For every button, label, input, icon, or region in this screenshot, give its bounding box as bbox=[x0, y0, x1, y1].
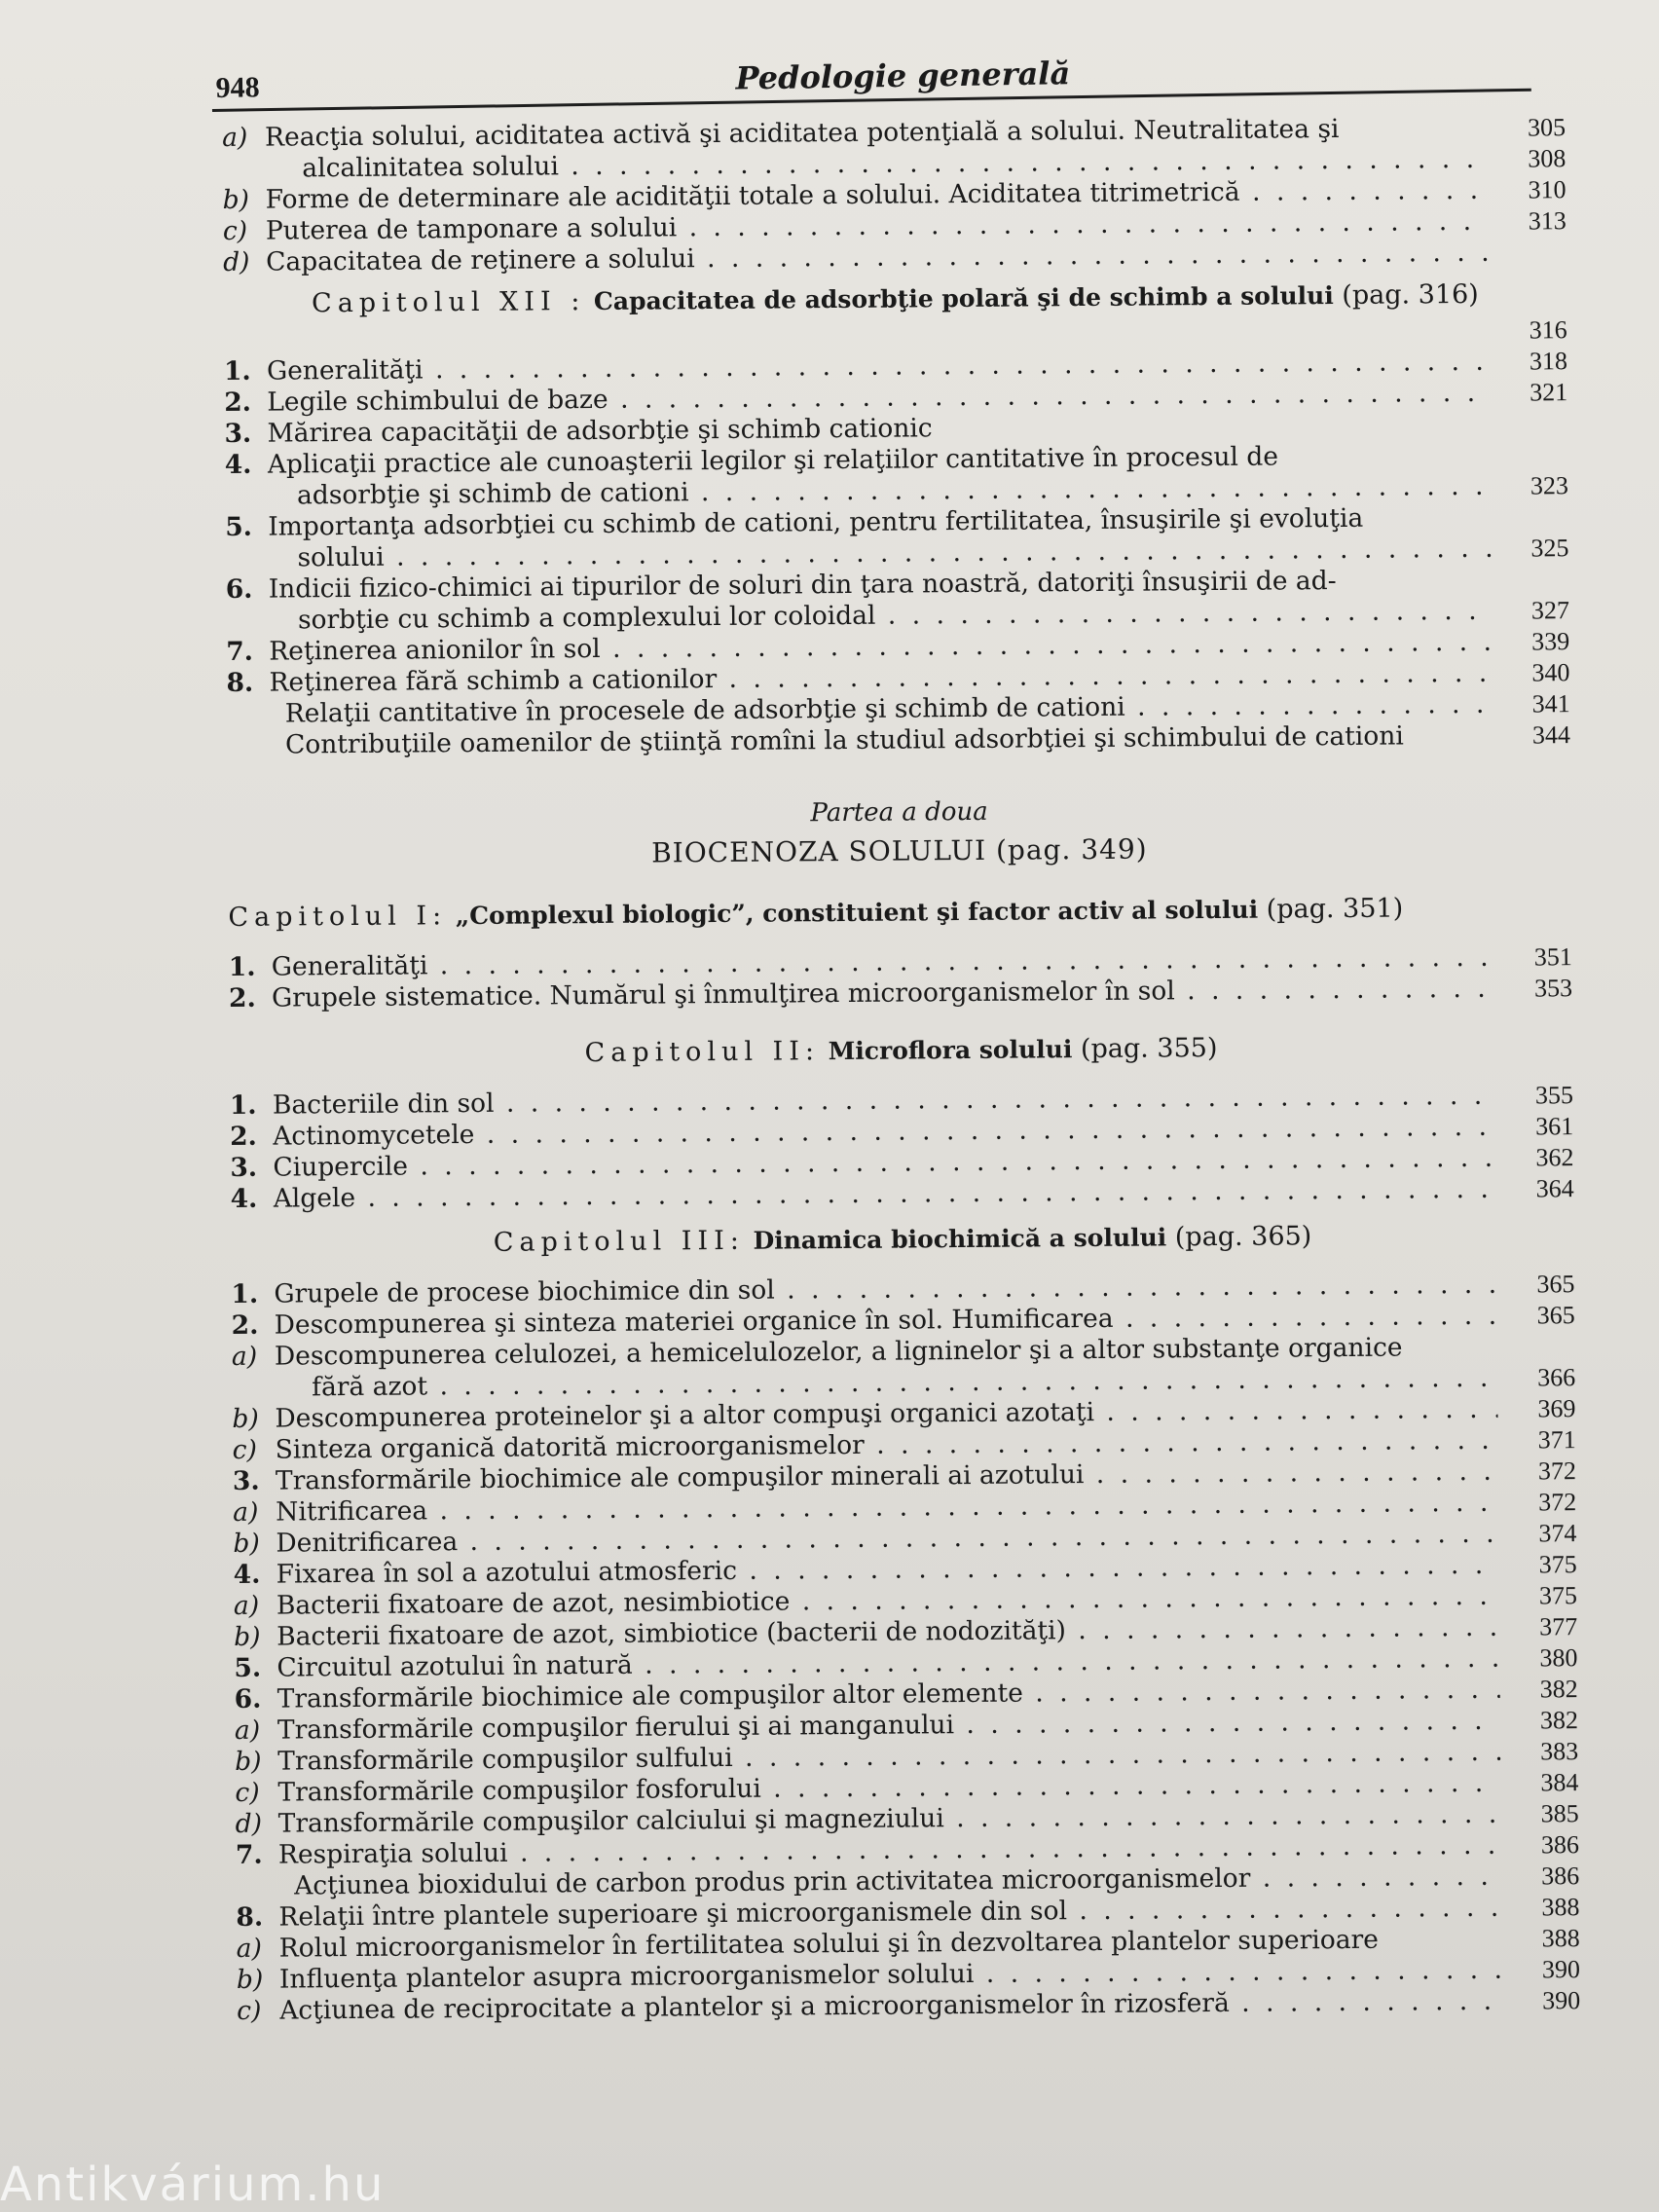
toc-entry-page: 316 bbox=[1529, 315, 1567, 345]
chapter-page-ref: (pag. 365) bbox=[1174, 1221, 1312, 1253]
toc-entry-title: Reţinerea anionilor în sol . . . bbox=[269, 627, 1492, 668]
toc-entry-page: 364 bbox=[1535, 1174, 1574, 1203]
toc-entry-number: 7. bbox=[226, 636, 254, 667]
toc-block-ch3 bbox=[231, 1269, 1580, 2027]
toc-entry-page: 388 bbox=[1541, 1924, 1580, 1953]
toc-entry-number: c) bbox=[232, 1434, 258, 1465]
toc-entry-page: 371 bbox=[1537, 1425, 1576, 1455]
toc-block-ch2 bbox=[230, 1080, 1574, 1215]
toc-entry-title: Relaţii cantitative în procesele de adsorbţie şi schimb de cationi . . . bbox=[270, 689, 1493, 730]
toc-entry-page bbox=[1497, 1354, 1575, 1355]
toc-entry-page: 382 bbox=[1539, 1675, 1578, 1704]
toc-entry-page bbox=[1491, 431, 1568, 432]
toc-entry-page: 390 bbox=[1542, 1986, 1581, 2015]
toc-entry-number: b) bbox=[236, 1964, 264, 1995]
toc-entry-number: a) bbox=[231, 1341, 258, 1372]
toc-entry-page: 340 bbox=[1531, 658, 1570, 687]
toc-entry-title: Respiraţia solului . . . bbox=[278, 1830, 1501, 1871]
toc-entry-page: 305 bbox=[1527, 113, 1567, 142]
toc-entry-number: 6. bbox=[225, 573, 253, 605]
toc-entry-number: 1. bbox=[223, 355, 251, 387]
toc-entry-number: 1. bbox=[229, 1089, 257, 1121]
toc-entry-page bbox=[1492, 587, 1569, 588]
table-of-contents bbox=[222, 112, 1580, 2027]
toc-entry-page: 375 bbox=[1538, 1581, 1578, 1610]
chapter-page-ref: (pag. 316) bbox=[1342, 278, 1479, 311]
toc-entry-number: b) bbox=[233, 1528, 260, 1559]
toc-entry-title: Bacterii fixatoare de azot, nesimbiotice . . . bbox=[276, 1581, 1499, 1622]
toc-entry-title: Descompunerea şi sinteza materiei organice în sol. Humificarea . . . bbox=[275, 1301, 1497, 1342]
toc-entry-number: 4. bbox=[233, 1559, 261, 1590]
toc-entry-number: 1. bbox=[231, 1278, 259, 1309]
toc-entry-title: Importanţa adsorbţiei cu schimb de cationi, pentru fertilitatea, însuşirile şi evoluţia bbox=[268, 502, 1364, 542]
toc-entry-page: 353 bbox=[1533, 974, 1573, 1003]
toc-entry-title: Transformările compuşilor fierului şi ai manganului . . . bbox=[277, 1706, 1500, 1747]
toc-entry-title: Capacitatea de reţinere a solului . . . bbox=[266, 238, 1489, 278]
toc-entry-page: 377 bbox=[1539, 1612, 1578, 1641]
toc-entry-title: Reţinerea fără schimb a cationilor . . . bbox=[269, 658, 1492, 699]
toc-entry-number: b) bbox=[222, 184, 250, 215]
toc-entry-title: Bacterii fixatoare de azot, simbiotice (bacterii de nodozităţi) . . . bbox=[276, 1612, 1499, 1653]
chapter-label: Capitolul III: bbox=[493, 1225, 746, 1258]
chapter-title: Capacitatea de adsorbţie polară şi de schimb a solului bbox=[593, 281, 1334, 316]
toc-entry-title: Grupele sistematice. Numărul şi înmulţirea microorganismelor în sol . . . bbox=[272, 974, 1494, 1014]
toc-entry-number: 3. bbox=[230, 1152, 258, 1183]
toc-entry-number: a) bbox=[233, 1496, 259, 1528]
toc-entry-title: Generalităţi . . . bbox=[267, 347, 1490, 387]
toc-entry-title: Fixarea în sol a azotului atmosferic . . . bbox=[276, 1550, 1499, 1591]
page-header bbox=[211, 36, 1531, 112]
toc-entry-page: 372 bbox=[1537, 1456, 1577, 1486]
toc-entry-title: Bacteriile din sol . . . bbox=[273, 1081, 1495, 1122]
toc-entry-title: alcalinitatea solului . . . bbox=[265, 144, 1488, 185]
toc-entry-number: d) bbox=[223, 246, 250, 277]
toc-entry-number: 4. bbox=[224, 449, 252, 480]
toc-entry-title: Reacţia solului, aciditatea activă şi aciditatea potenţială a solului. Neutralitatea şi bbox=[264, 113, 1340, 153]
toc-entry-page: 380 bbox=[1539, 1643, 1578, 1673]
toc-entry-title: Contribuţiile oamenilor de ştiinţă romîni la studiul adsorbţiei şi schimbului de cationi bbox=[284, 720, 1404, 760]
toc-entry-title: Acţiunea bioxidului de carbon produs prin activitatea microorganismelor . . . bbox=[278, 1862, 1501, 1902]
toc-entry-title: Grupele de procese biochimice din sol . . . bbox=[274, 1270, 1496, 1310]
toc-entry-title: Transformările biochimice ale compuşilor minerali ai azotului . . . bbox=[276, 1456, 1498, 1497]
toc-entry-number: 5. bbox=[225, 511, 253, 542]
toc-entry-title: Circuitul azotului în natură . . . bbox=[276, 1643, 1499, 1684]
toc-entry-page: 386 bbox=[1540, 1830, 1580, 1860]
toc-entry-number: a) bbox=[236, 1933, 262, 1964]
toc-entry-title: fără azot . . . bbox=[275, 1363, 1497, 1404]
toc-entry-title: Puterea de tamponare a solului . . . bbox=[266, 206, 1489, 247]
toc-entry-page: 341 bbox=[1531, 689, 1570, 719]
chapter-title: Microflora solului bbox=[828, 1035, 1073, 1066]
toc-entry-number: 2. bbox=[228, 982, 256, 1014]
toc-entry-number: 4. bbox=[230, 1183, 258, 1214]
toc-entry-page bbox=[1491, 525, 1568, 526]
toc-entry-page: 325 bbox=[1530, 534, 1569, 563]
toc-block-ch1 bbox=[229, 941, 1572, 1014]
toc-entry-title: Generalităţi . . . bbox=[272, 942, 1494, 983]
toc-entry-number: a) bbox=[233, 1590, 260, 1621]
toc-entry-number: a) bbox=[234, 1714, 261, 1746]
watermark: Antikvárium.hu bbox=[0, 2157, 386, 2212]
part-title: BIOCENOZA SOLULUI (pag. 349) bbox=[650, 832, 1148, 869]
chapter-label: Capitolul I: bbox=[228, 901, 448, 933]
toc-entry-number: 3. bbox=[232, 1465, 260, 1496]
toc-entry-number: 2. bbox=[230, 1121, 257, 1152]
toc-entry-title bbox=[267, 339, 1490, 349]
toc-entry-title: Relaţii între plantele superioare şi microorganismele din sol . . . bbox=[278, 1893, 1501, 1934]
toc-entry-page: 339 bbox=[1531, 627, 1570, 656]
toc-entry-title: adsorbţie şi schimb de cationi . . . bbox=[268, 471, 1491, 512]
toc-entry-page: 327 bbox=[1530, 596, 1570, 625]
toc-entry-number: a) bbox=[222, 122, 248, 153]
toc-entry-title: Aplicaţii practice ale cunoaşterii legilor şi relaţiilor cantitative în procesul de bbox=[267, 441, 1279, 480]
toc-entry-page: 321 bbox=[1530, 378, 1568, 407]
toc-entry-page: 351 bbox=[1533, 942, 1572, 972]
toc-entry-number: 2. bbox=[224, 387, 252, 418]
toc-entry-page: 318 bbox=[1529, 347, 1568, 376]
chapter-page-ref: (pag. 355) bbox=[1080, 1032, 1218, 1065]
toc-entry-number: b) bbox=[232, 1403, 259, 1434]
toc-entry-page: 365 bbox=[1536, 1270, 1575, 1299]
toc-entry-number: 2. bbox=[231, 1309, 259, 1341]
toc-entry-title: Forme de determinare ale acidităţii totale a solului. Aciditatea titrimetrică . . . bbox=[266, 175, 1489, 216]
toc-entry-number: 1. bbox=[228, 951, 256, 982]
chapter-title: „Complexul biologic”, constituient şi factor activ al solului bbox=[455, 895, 1259, 931]
toc-entry-page: 388 bbox=[1541, 1893, 1580, 1922]
toc-entry-number: 3. bbox=[224, 418, 252, 449]
toc-entry-number: 8. bbox=[236, 1901, 264, 1933]
toc-entry-page: 382 bbox=[1539, 1706, 1579, 1735]
toc-entry-number: b) bbox=[234, 1621, 261, 1652]
toc-entry-title: Algele . . . bbox=[274, 1174, 1496, 1215]
toc-entry-title: Denitrificarea . . . bbox=[276, 1519, 1498, 1560]
toc-entry-title: Legile schimbului de baze . . . bbox=[267, 378, 1490, 419]
toc-entry-page: 310 bbox=[1528, 175, 1567, 204]
toc-block-ch11-tail bbox=[222, 112, 1567, 278]
toc-entry-page: 308 bbox=[1528, 144, 1567, 173]
toc-entry-number: b) bbox=[235, 1746, 262, 1777]
toc-entry-page: 374 bbox=[1538, 1519, 1577, 1548]
toc-entry-title: Transformările compuşilor fosforului . . . bbox=[277, 1768, 1500, 1809]
toc-entry-page: 366 bbox=[1537, 1363, 1576, 1392]
toc-entry-number: c) bbox=[237, 1995, 262, 2026]
toc-entry-title: Descompunerea celulozei, a hemicelulozelor, a ligninelor şi a altor substanţe organice bbox=[274, 1332, 1403, 1372]
toc-entry-page: 355 bbox=[1534, 1081, 1573, 1110]
toc-entry-page bbox=[1491, 462, 1568, 463]
toc-entry-title: Actinomycetele . . . bbox=[273, 1112, 1495, 1153]
chapter-page-ref: (pag. 351) bbox=[1266, 893, 1404, 925]
toc-entry-title: Sinteza organică datorită microorganismelor . . . bbox=[276, 1425, 1498, 1466]
toc-block-ch12 bbox=[224, 314, 1570, 761]
toc-entry-page: 390 bbox=[1541, 1955, 1581, 1984]
toc-entry-page: 384 bbox=[1540, 1768, 1579, 1797]
chapter-title: Dinamica biochimică a solului bbox=[753, 1223, 1167, 1255]
toc-entry-page: 386 bbox=[1541, 1862, 1580, 1891]
toc-entry-page: 361 bbox=[1535, 1112, 1574, 1141]
toc-entry-page bbox=[1489, 260, 1567, 261]
part-label: Partea a doua bbox=[810, 796, 988, 829]
toc-entry-title: sorbţie cu schimb a complexului lor coloidal . . . bbox=[269, 596, 1492, 637]
chapter-label: Capitolul II: bbox=[584, 1036, 821, 1069]
toc-entry-title: Rolul microorganismelor în fertilitatea solului şi în dezvoltarea plantelor superioare bbox=[278, 1924, 1380, 1964]
toc-entry-title: Indicii fizico-chimici ai tipurilor de soluri din ţara noastră, datoriţi însuşirii de ad- bbox=[268, 566, 1337, 605]
running-title: Pedologie generală bbox=[735, 55, 1071, 97]
toc-entry-number: c) bbox=[222, 215, 248, 246]
page-number: 948 bbox=[215, 71, 260, 104]
toc-entry-title: Mărirea capacităţii de adsorbţie şi schimb cationic bbox=[267, 413, 933, 449]
toc-entry-page: 344 bbox=[1531, 720, 1571, 750]
toc-entry-number: c) bbox=[235, 1777, 260, 1808]
toc-entry-number: 5. bbox=[234, 1652, 262, 1683]
toc-entry-number: 8. bbox=[226, 667, 254, 698]
chapter-label: Capitolul XII : bbox=[311, 286, 586, 319]
toc-entry-page: 369 bbox=[1537, 1394, 1576, 1423]
toc-entry-title: Ciupercile . . . bbox=[273, 1143, 1495, 1184]
toc-entry-page: 385 bbox=[1540, 1799, 1579, 1828]
toc-entry-title: Transformările compuşilor calciului şi magneziului . . . bbox=[278, 1799, 1501, 1840]
toc-entry-title: Acţiunea de reciprocitate a plantelor şi a microorganismelor în rizosferă . . . bbox=[279, 1986, 1502, 2027]
toc-entry-title: Transformările biochimice ale compuşilor altor elemente . . . bbox=[277, 1675, 1500, 1715]
toc-entry-title: Descompunerea proteinelor şi a altor compuşi organici azotaţi . . . bbox=[275, 1394, 1497, 1435]
toc-entry-title: solului . . . bbox=[268, 534, 1491, 574]
toc-entry-page: 362 bbox=[1535, 1143, 1574, 1172]
toc-entry-title: Transformările compuşilor sulfului . . . bbox=[277, 1737, 1500, 1778]
toc-entry-title: Nitrificarea . . . bbox=[276, 1488, 1498, 1529]
toc-entry-page: 383 bbox=[1540, 1737, 1579, 1766]
toc-entry-number: 6. bbox=[234, 1683, 262, 1714]
toc-entry-page: 375 bbox=[1538, 1550, 1577, 1579]
toc-entry-page: 372 bbox=[1538, 1488, 1577, 1517]
toc-entry-page: 323 bbox=[1530, 471, 1569, 500]
toc-entry-title: Influenţa plantelor asupra microorganismelor solului . . . bbox=[279, 1955, 1502, 1996]
toc-entry-page: 365 bbox=[1536, 1301, 1575, 1330]
toc-entry-number: 7. bbox=[235, 1839, 263, 1870]
toc-entry-page: 313 bbox=[1528, 206, 1567, 236]
toc-entry-number: d) bbox=[235, 1808, 263, 1839]
